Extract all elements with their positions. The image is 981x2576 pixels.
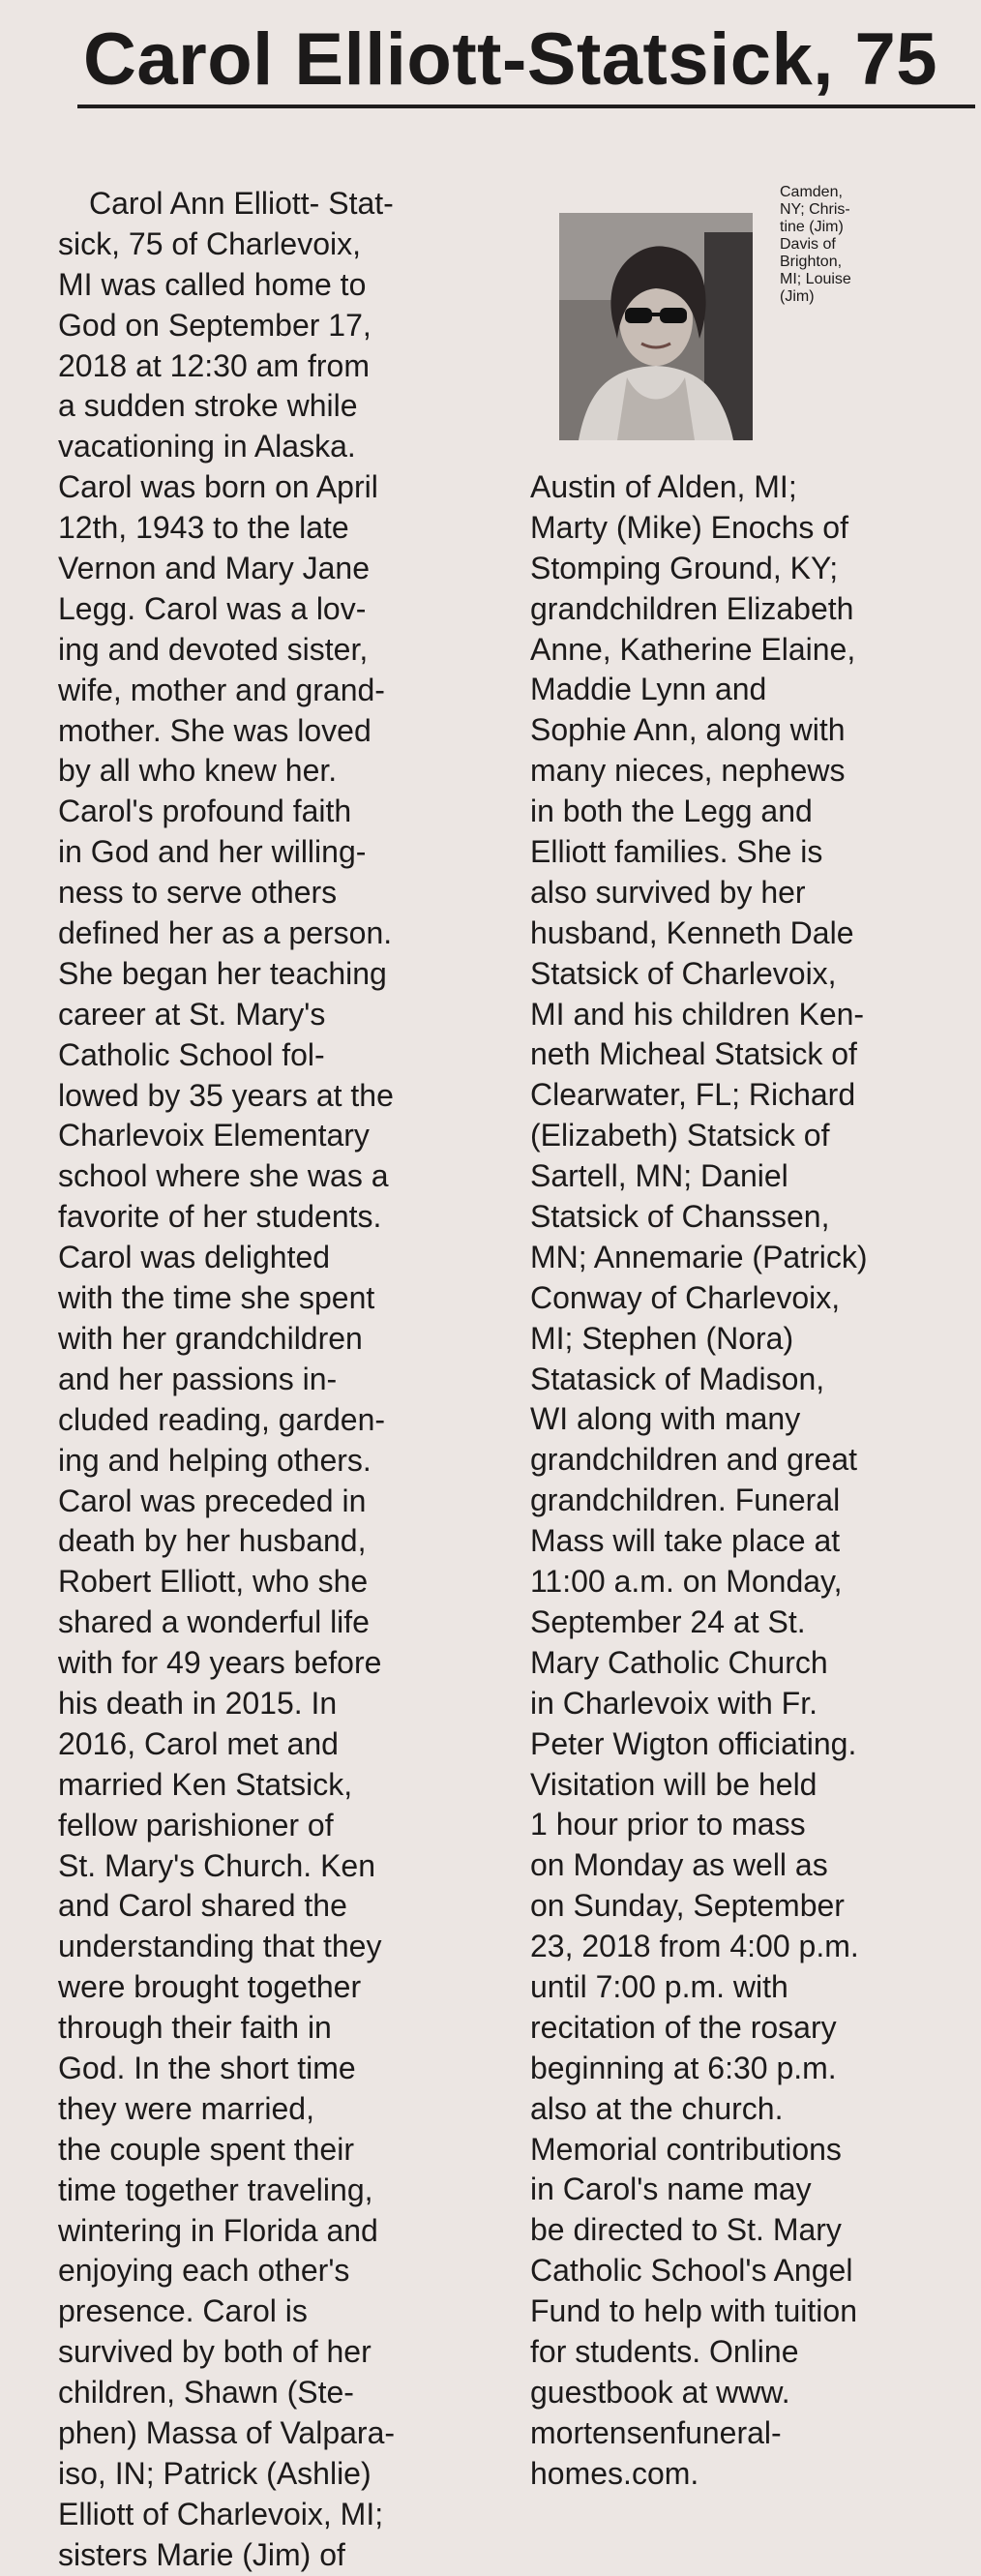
obituary-text-line: Charlevoix Elementary bbox=[58, 1118, 370, 1153]
obituary-text-line: with for 49 years before bbox=[58, 1645, 382, 1681]
obituary-text-line: children, Shawn (Ste- bbox=[58, 2375, 354, 2411]
obituary-text-line: survived by both of her bbox=[58, 2334, 372, 2370]
obituary-text-line: and Carol shared the bbox=[58, 1888, 347, 1924]
obituary-text-line: MN; Annemarie (Patrick) bbox=[530, 1239, 868, 1274]
obituary-text-line: for students. Online bbox=[530, 2333, 799, 2369]
obituary-text-line: in Charlevoix with Fr. bbox=[530, 1685, 818, 1721]
obituary-text-line: in Carol's name may bbox=[530, 2172, 812, 2207]
obituary-text-line: MI and his children Ken- bbox=[530, 996, 865, 1032]
obituary-text-line: presence. Carol is bbox=[58, 2293, 308, 2329]
obituary-text-line: ness to serve others bbox=[58, 875, 338, 911]
obituary-text-line: on Sunday, September bbox=[530, 1888, 845, 1924]
obituary-text-line: mortensenfuneral- bbox=[530, 2414, 782, 2450]
obituary-text-line: Davis of bbox=[780, 236, 836, 253]
obituary-text-line: with the time she spent bbox=[58, 1280, 375, 1316]
obituary-text-line: Visitation will be held bbox=[530, 1766, 818, 1802]
obituary-text-line: September 24 at St. bbox=[530, 1603, 806, 1639]
obituary-text-line: WI along with many bbox=[530, 1401, 801, 1437]
obituary-text-line: Fund to help with tuition bbox=[530, 2293, 857, 2329]
obituary-text-line: tine (Jim) bbox=[780, 219, 844, 235]
obituary-text-line: cluded reading, garden- bbox=[58, 1401, 386, 1437]
obituary-right-column bbox=[530, 467, 977, 2495]
obituary-text-line: neth Micheal Statsick of bbox=[530, 1036, 857, 1072]
obituary-text-line: Memorial contributions bbox=[530, 2131, 842, 2167]
obituary-left-column bbox=[58, 184, 499, 2576]
obituary-text-line: lowed by 35 years at the bbox=[58, 1077, 394, 1113]
obituary-text-line: Maddie Lynn and bbox=[530, 672, 767, 707]
obituary-text-line: understanding that they bbox=[58, 1929, 382, 1964]
obituary-text-line: Sophie Ann, along with bbox=[530, 712, 846, 748]
obituary-text-line: MI was called home to bbox=[58, 266, 367, 302]
obituary-text-line: through their faith in bbox=[58, 2010, 332, 2046]
obituary-text-line: 12th, 1943 to the late bbox=[58, 510, 349, 546]
obituary-text-line: iso, IN; Patrick (Ashlie) bbox=[58, 2455, 372, 2491]
obituary-text-line: with her grandchildren bbox=[58, 1320, 363, 1356]
obituary-text-line: Clearwater, FL; Richard bbox=[530, 1077, 856, 1113]
obituary-text-line: Carol was delighted bbox=[58, 1240, 331, 1275]
obituary-text-line: Conway of Charlevoix, bbox=[530, 1279, 841, 1315]
obituary-text-line: death by her husband, bbox=[58, 1523, 367, 1559]
obituary-text-line: Carol's profound faith bbox=[58, 794, 352, 829]
obituary-text-line: 2016, Carol met and bbox=[58, 1725, 339, 1761]
obituary-text-line: 23, 2018 from 4:00 p.m. bbox=[530, 1929, 859, 1964]
obituary-text-line: St. Mary's Church. Ken bbox=[58, 1847, 375, 1883]
obituary-text-line: in both the Legg and bbox=[530, 794, 813, 829]
obituary-text-line: by all who knew her. bbox=[58, 753, 338, 789]
obituary-text-line: also at the church. bbox=[530, 2090, 784, 2126]
obituary-text-line: wintering in Florida and bbox=[58, 2212, 378, 2248]
obituary-text-line: (Elizabeth) Statsick of bbox=[530, 1118, 830, 1153]
obituary-text-line: sick, 75 of Charlevoix, bbox=[58, 225, 362, 261]
portrait-photo-icon bbox=[559, 213, 753, 440]
obituary-text-line: Anne, Katherine Elaine, bbox=[530, 631, 856, 667]
obituary-text-line: on Monday as well as bbox=[530, 1847, 828, 1883]
obituary-text-line: Catholic School's Angel bbox=[530, 2253, 853, 2289]
obituary-text-line: were brought together bbox=[58, 1969, 362, 2005]
obituary-title: Carol Elliott-Statsick, 75 bbox=[83, 18, 938, 101]
obituary-text-line: recitation of the rosary bbox=[530, 2009, 837, 2045]
obituary-text-line: Mass will take place at bbox=[530, 1523, 841, 1559]
obituary-text-line: shared a wonderful life bbox=[58, 1604, 370, 1640]
obituary-text-line: She began her teaching bbox=[58, 955, 387, 991]
obituary-text-line: until 7:00 p.m. with bbox=[530, 1968, 788, 2004]
obituary-text-line: Catholic School fol- bbox=[58, 1036, 325, 1072]
obituary-text-line: Marty (Mike) Enochs of bbox=[530, 509, 848, 545]
obituary-text-line: ing and helping others. bbox=[58, 1442, 372, 1478]
obituary-text-line: Peter Wigton officiating. bbox=[530, 1725, 857, 1761]
obituary-text-line: grandchildren and great bbox=[530, 1442, 858, 1478]
obituary-text-line: God. In the short time bbox=[58, 2050, 356, 2085]
obituary-text-line: 2018 at 12:30 am from bbox=[58, 347, 370, 383]
obituary-text-line: Vernon and Mary Jane bbox=[58, 551, 370, 586]
obituary-text-line: Carol was born on April bbox=[58, 469, 378, 505]
obituary-text-line: Mary Catholic Church bbox=[530, 1644, 828, 1680]
obituary-text-line: Carol Ann Elliott- Stat- bbox=[89, 186, 394, 221]
obituary-text-line: Carol was preceded in bbox=[58, 1483, 367, 1518]
obituary-text-line: the couple spent their bbox=[58, 2131, 354, 2167]
obituary-text-line: ing and devoted sister, bbox=[58, 631, 369, 667]
obituary-text-line: MI; Stephen (Nora) bbox=[530, 1320, 794, 1356]
obituary-text-line: Brighton, bbox=[780, 254, 843, 270]
obituary-text-line: Elliott of Charlevoix, MI; bbox=[58, 2496, 384, 2531]
obituary-text-line: also survived by her bbox=[530, 874, 806, 910]
obituary-text-line: MI; Louise bbox=[780, 271, 851, 287]
obituary-text-line: school where she was a bbox=[58, 1158, 389, 1194]
obituary-text-line: be directed to St. Mary bbox=[530, 2212, 842, 2248]
obituary-right-column-top bbox=[780, 184, 978, 306]
obituary-text-line: career at St. Mary's bbox=[58, 996, 326, 1032]
obituary-text-line: enjoying each other's bbox=[58, 2253, 350, 2289]
obituary-text-line: guestbook at www. bbox=[530, 2374, 790, 2410]
obituary-text-line: Camden, bbox=[780, 184, 843, 200]
obituary-text-line: mother. She was loved bbox=[58, 712, 372, 748]
obituary-text-line: and her passions in- bbox=[58, 1361, 338, 1396]
obituary-text-line: grandchildren. Funeral bbox=[530, 1483, 841, 1518]
obituary-text-line: Statasick of Madison, bbox=[530, 1361, 825, 1396]
obituary-text-line: many nieces, nephews bbox=[530, 753, 846, 789]
obituary-text-line: in God and her willing- bbox=[58, 834, 367, 870]
obituary-text-line: Statsick of Chanssen, bbox=[530, 1199, 830, 1235]
obituary-text-line: God on September 17, bbox=[58, 307, 372, 343]
obituary-text-line: Sartell, MN; Daniel bbox=[530, 1158, 788, 1194]
obituary-text-line: Stomping Ground, KY; bbox=[530, 550, 839, 585]
title-underline bbox=[77, 105, 975, 108]
obituary-text-line: Statsick of Charlevoix, bbox=[530, 955, 837, 991]
obituary-text-line: they were married, bbox=[58, 2090, 314, 2126]
obituary-text-line: Elliott families. She is bbox=[530, 834, 823, 870]
obituary-text-line: sisters Marie (Jim) of bbox=[58, 2536, 345, 2572]
obituary-text-line: beginning at 6:30 p.m. bbox=[530, 2050, 837, 2085]
obituary-text-line: grandchildren Elizabeth bbox=[530, 590, 854, 626]
obituary-text-line: Legg. Carol was a lov- bbox=[58, 590, 367, 626]
obituary-text-line: Austin of Alden, MI; bbox=[530, 469, 797, 504]
obituary-text-line: wife, mother and grand- bbox=[58, 672, 385, 707]
obituary-text-line: (Jim) bbox=[780, 288, 815, 305]
obituary-text-line: phen) Massa of Valpara- bbox=[58, 2414, 396, 2450]
obituary-text-line: a sudden stroke while bbox=[58, 388, 358, 424]
obituary-text-line: fellow parishioner of bbox=[58, 1807, 334, 1842]
obituary-text-line: 11:00 a.m. on Monday, bbox=[530, 1564, 843, 1600]
obituary-text-line: favorite of her students. bbox=[58, 1199, 382, 1235]
obituary-text-line: homes.com. bbox=[530, 2455, 699, 2491]
obituary-text-line: his death in 2015. In bbox=[58, 1685, 338, 1721]
obituary-text-line: time together traveling, bbox=[58, 2172, 373, 2207]
obituary-text-line: husband, Kenneth Dale bbox=[530, 914, 854, 950]
obituary-text-line: vacationing in Alaska. bbox=[58, 429, 356, 464]
obituary-text-line: 1 hour prior to mass bbox=[530, 1807, 806, 1842]
obituary-text-line: married Ken Statsick, bbox=[58, 1766, 353, 1802]
obituary-text-line: Robert Elliott, who she bbox=[58, 1564, 369, 1600]
obituary-text-line: defined her as a person. bbox=[58, 915, 393, 951]
obituary-text-line: NY; Chris- bbox=[780, 201, 850, 218]
